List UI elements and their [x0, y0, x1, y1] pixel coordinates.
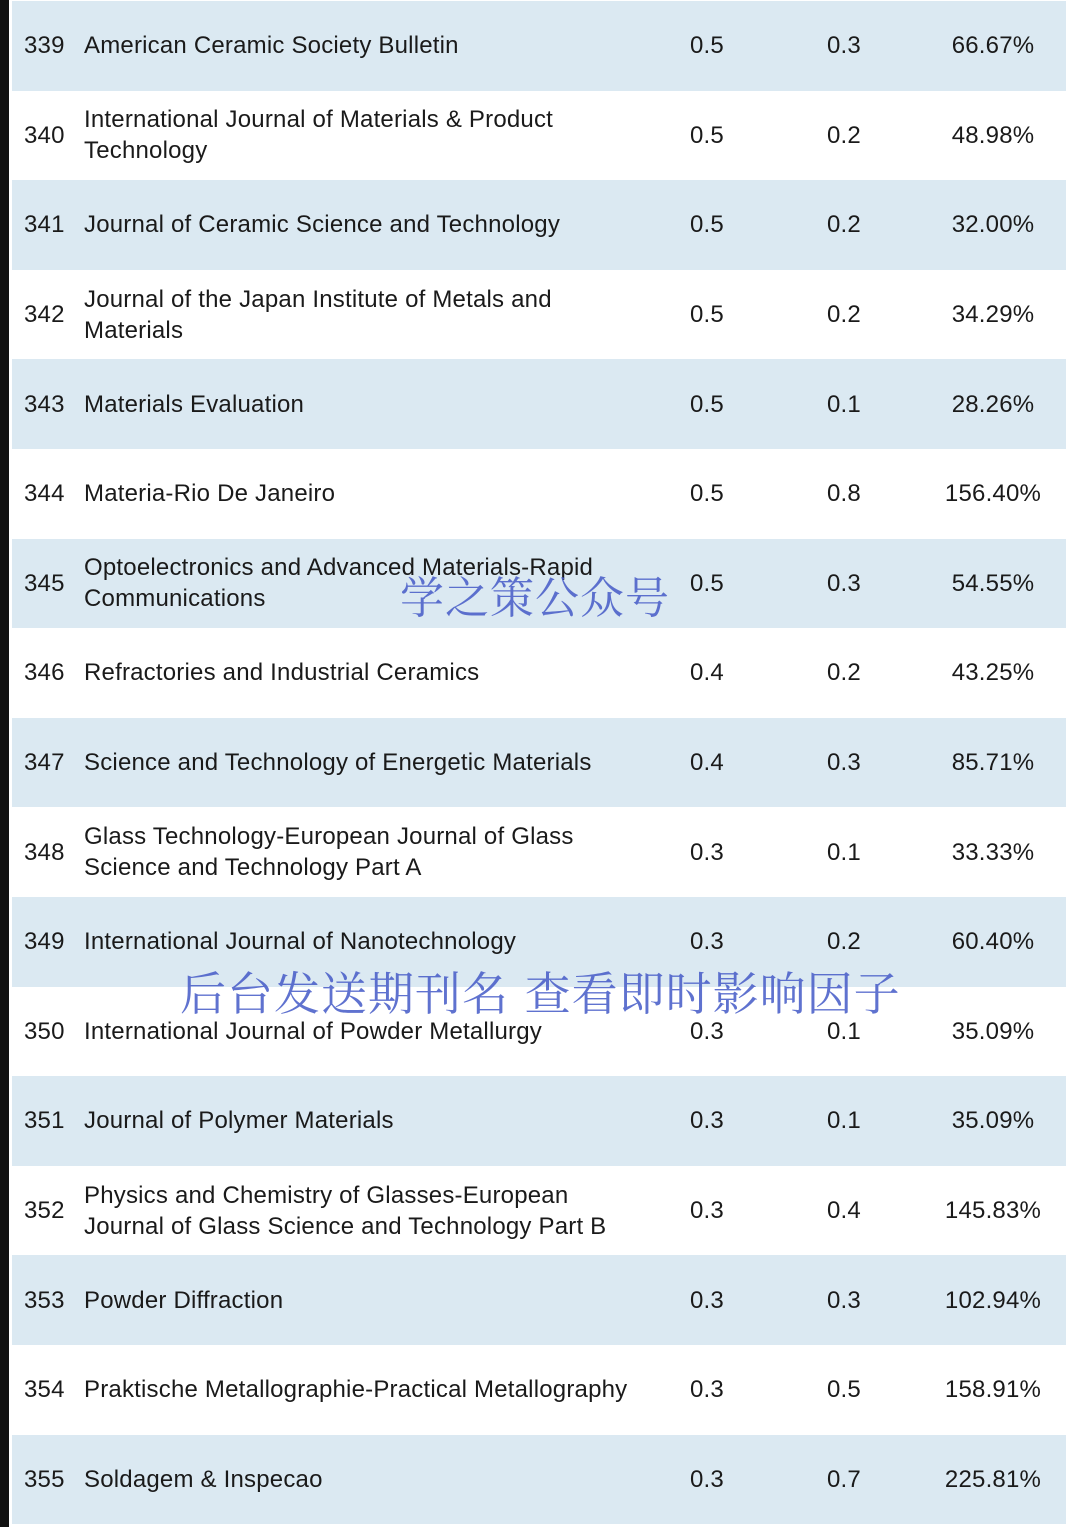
rank-cell: 340 [24, 121, 65, 149]
journal-name-cell: Powder Diffraction [84, 1286, 284, 1314]
percentage-cell: 48.98% [951, 121, 1035, 149]
impact-factor-cell: 0.3 [690, 928, 724, 956]
journal-name-cell: Glass Technology-European Journal of Glass Science and Technology Part A [84, 823, 574, 882]
table-row [12, 1166, 1066, 1256]
table-row [12, 1345, 1066, 1435]
realtime-impact-cell: 0.8 [827, 480, 861, 508]
percentage-cell: 85.71% [951, 749, 1035, 777]
realtime-impact-cell: 0.2 [827, 301, 861, 329]
realtime-impact-cell: 0.1 [827, 1017, 861, 1045]
table-row [12, 359, 1066, 449]
realtime-impact-cell: 0.2 [827, 928, 861, 956]
percentage-cell: 158.91% [944, 1376, 1042, 1404]
journal-name-cell: International Journal of Materials & Product Technology [84, 106, 554, 165]
realtime-impact-cell: 0.2 [827, 211, 861, 239]
table-row [12, 91, 1066, 181]
percentage-cell: 225.81% [944, 1465, 1042, 1493]
rank-cell: 345 [24, 569, 65, 597]
table-row [12, 718, 1066, 808]
rank-cell: 339 [24, 32, 65, 60]
impact-factor-cell: 0.3 [690, 838, 724, 866]
impact-factor-cell: 0.5 [690, 121, 724, 149]
journal-name-cell: Physics and Chemistry of Glasses-European Journal of Glass Science and Technology Part B [84, 1181, 607, 1240]
percentage-cell: 156.40% [944, 480, 1042, 508]
rank-cell: 348 [24, 838, 65, 866]
percentage-cell: 34.29% [951, 301, 1035, 329]
table-row [12, 1435, 1066, 1525]
table-row [12, 539, 1066, 629]
impact-factor-cell: 0.3 [690, 1465, 724, 1493]
rank-cell: 342 [24, 301, 65, 329]
rank-cell: 350 [24, 1017, 65, 1045]
impact-factor-cell: 0.3 [690, 1286, 724, 1314]
rank-cell: 344 [24, 480, 65, 508]
rank-cell: 354 [24, 1376, 65, 1404]
rank-cell: 346 [24, 659, 65, 687]
percentage-cell: 60.40% [951, 928, 1035, 956]
impact-factor-cell: 0.3 [690, 1376, 724, 1404]
journal-name-cell: Optoelectronics and Advanced Materials-Rapid Communications [84, 554, 594, 613]
table-row [12, 1076, 1066, 1166]
rank-cell: 347 [24, 749, 65, 777]
realtime-impact-cell: 0.1 [827, 1107, 861, 1135]
percentage-cell: 54.55% [951, 569, 1035, 597]
journal-table [12, 1, 1066, 1524]
journal-name-cell: Materia-Rio De Janeiro [84, 480, 336, 508]
percentage-cell: 145.83% [944, 1197, 1042, 1225]
rank-cell: 349 [24, 928, 65, 956]
journal-name-cell: Soldagem & Inspecao [84, 1465, 323, 1493]
realtime-impact-cell: 0.3 [827, 749, 861, 777]
page-right-margin [1066, 0, 1080, 1527]
realtime-impact-cell: 0.3 [827, 32, 861, 60]
journal-name-cell: Journal of the Japan Institute of Metals and Materials [84, 285, 552, 344]
table-row [12, 807, 1066, 897]
table-row [12, 1255, 1066, 1345]
rank-cell: 353 [24, 1286, 65, 1314]
impact-factor-cell: 0.3 [690, 1017, 724, 1045]
percentage-cell: 43.25% [951, 659, 1035, 687]
journal-name-cell: International Journal of Nanotechnology [84, 928, 517, 956]
rank-cell: 355 [24, 1465, 65, 1493]
impact-factor-cell: 0.5 [690, 211, 724, 239]
impact-factor-cell: 0.3 [690, 1197, 724, 1225]
table-row [12, 628, 1066, 718]
realtime-impact-cell: 0.2 [827, 659, 861, 687]
impact-factor-cell: 0.5 [690, 480, 724, 508]
table-row [12, 1, 1066, 91]
impact-factor-cell: 0.5 [690, 390, 724, 418]
impact-factor-cell: 0.5 [690, 569, 724, 597]
table-row [12, 270, 1066, 360]
realtime-impact-cell: 0.4 [827, 1197, 861, 1225]
rank-cell: 351 [24, 1107, 65, 1135]
journal-name-cell: Refractories and Industrial Ceramics [84, 659, 480, 687]
table-row [12, 449, 1066, 539]
realtime-impact-cell: 0.3 [827, 569, 861, 597]
page-left-border [0, 0, 9, 1527]
percentage-cell: 35.09% [951, 1107, 1035, 1135]
table-row [12, 180, 1066, 270]
watermark-top: 学之策公众号 [400, 573, 670, 624]
journal-name-cell: American Ceramic Society Bulletin [84, 32, 459, 60]
realtime-impact-cell: 0.2 [827, 121, 861, 149]
percentage-cell: 28.26% [951, 390, 1035, 418]
journal-name-cell: Praktische Metallographie-Practical Metallography [84, 1376, 628, 1404]
rank-cell: 343 [24, 390, 65, 418]
journal-name-cell: International Journal of Powder Metallurgy [84, 1017, 542, 1045]
journal-name-cell: Science and Technology of Energetic Materials [84, 749, 592, 777]
realtime-impact-cell: 0.3 [827, 1286, 861, 1314]
journal-name-cell: Journal of Ceramic Science and Technology [84, 211, 561, 239]
percentage-cell: 66.67% [951, 32, 1035, 60]
watermark-bottom: 后台发送期刊名 查看即时影响因子 [180, 967, 901, 1021]
table-row [12, 987, 1066, 1077]
realtime-impact-cell: 0.5 [827, 1376, 861, 1404]
impact-factor-cell: 0.4 [690, 749, 724, 777]
impact-factor-cell: 0.4 [690, 659, 724, 687]
journal-name-cell: Materials Evaluation [84, 390, 305, 418]
rank-cell: 352 [24, 1197, 65, 1225]
table-row [12, 897, 1066, 987]
realtime-impact-cell: 0.1 [827, 390, 861, 418]
realtime-impact-cell: 0.1 [827, 838, 861, 866]
percentage-cell: 32.00% [951, 211, 1035, 239]
rank-cell: 341 [24, 211, 65, 239]
percentage-cell: 33.33% [951, 838, 1035, 866]
journal-name-cell: Journal of Polymer Materials [84, 1107, 394, 1135]
percentage-cell: 35.09% [951, 1017, 1035, 1045]
percentage-cell: 102.94% [944, 1286, 1042, 1314]
impact-factor-cell: 0.5 [690, 301, 724, 329]
realtime-impact-cell: 0.7 [827, 1465, 861, 1493]
impact-factor-cell: 0.5 [690, 32, 724, 60]
impact-factor-cell: 0.3 [690, 1107, 724, 1135]
